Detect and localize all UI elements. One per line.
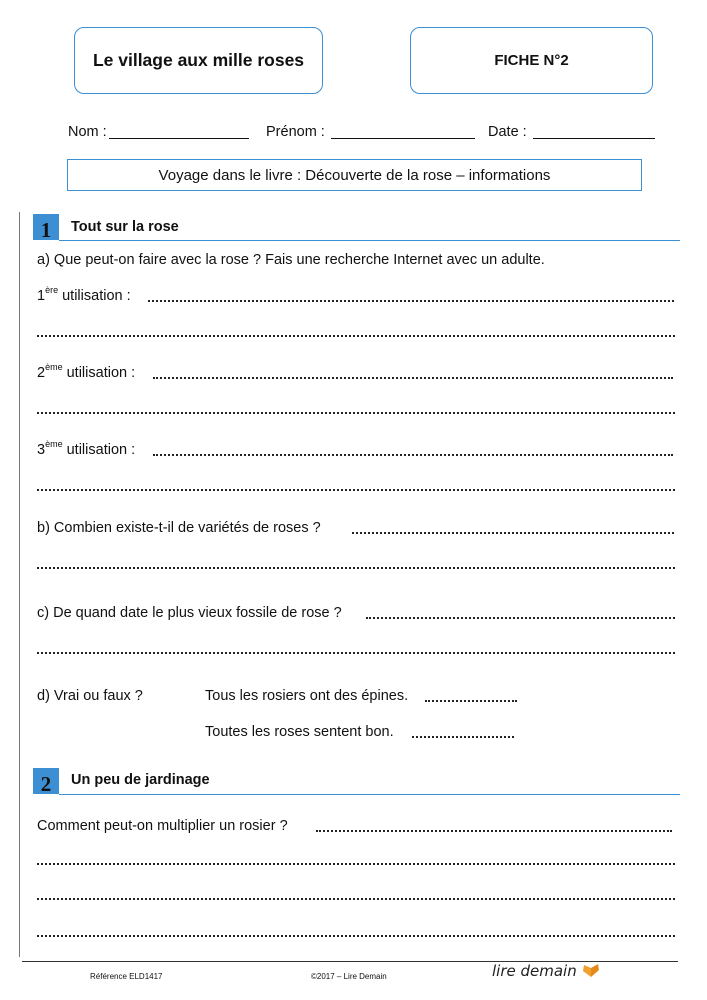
subtitle-banner: [67, 159, 642, 191]
answer-line[interactable]: [153, 454, 673, 456]
book-icon: [582, 962, 600, 978]
answer-line[interactable]: [425, 700, 517, 702]
name-label: Nom :: [68, 124, 107, 140]
answer-line[interactable]: [412, 736, 514, 738]
date-label: Date :: [488, 124, 527, 140]
firstname-blank[interactable]: [331, 125, 475, 139]
answer-line[interactable]: [148, 300, 674, 302]
left-margin-rule: [19, 212, 20, 957]
answer-line[interactable]: [37, 489, 675, 491]
sheet-number: FICHE N°2: [410, 27, 653, 94]
use-2-label: 2ème utilisation :: [37, 362, 136, 381]
answer-line[interactable]: [37, 935, 675, 937]
answer-line[interactable]: [37, 652, 675, 654]
section-2-rule: [59, 794, 680, 795]
section-2-title: Un peu de jardinage: [71, 772, 210, 788]
section-1-rule: [59, 240, 680, 241]
answer-line[interactable]: [37, 335, 675, 337]
section-1-number: 1: [33, 214, 59, 240]
firstname-label: Prénom :: [266, 124, 325, 140]
name-field[interactable]: [68, 122, 249, 142]
statement-1: Tous les rosiers ont des épines.: [205, 688, 409, 704]
date-blank[interactable]: [533, 125, 655, 139]
name-blank[interactable]: [109, 125, 249, 139]
answer-line[interactable]: [37, 567, 675, 569]
subtitle-text: Voyage dans le livre : Découverte de la rose – informations: [158, 166, 551, 184]
answer-line[interactable]: [153, 377, 673, 379]
statement-2: Toutes les roses sentent bon.: [205, 724, 394, 740]
answer-line[interactable]: [316, 830, 672, 832]
footer-reference: Référence ELD1417: [90, 972, 163, 981]
answer-line[interactable]: [37, 898, 675, 900]
worksheet-title: Le village aux mille roses: [74, 27, 323, 94]
answer-line[interactable]: [366, 617, 675, 619]
question-propagation: Comment peut-on multiplier un rosier ?: [37, 818, 288, 834]
question-d: d) Vrai ou faux ?: [37, 688, 143, 704]
firstname-field[interactable]: [266, 122, 475, 142]
answer-line[interactable]: [352, 532, 674, 534]
use-1-label: 1ère utilisation :: [37, 285, 131, 304]
brand-text: lire demain: [492, 962, 577, 980]
footer-copyright: ©2017 – Lire Demain: [311, 972, 387, 981]
answer-line[interactable]: [37, 863, 675, 865]
question-a: a) Que peut-on faire avec la rose ? Fais une recherche Internet avec un adulte.: [37, 252, 545, 268]
date-field[interactable]: [488, 122, 655, 142]
use-3-label: 3ème utilisation :: [37, 439, 136, 458]
section-2-number: 2: [33, 768, 59, 794]
section-1-title: Tout sur la rose: [71, 219, 179, 235]
answer-line[interactable]: [37, 412, 675, 414]
question-c: c) De quand date le plus vieux fossile de rose ?: [37, 605, 342, 621]
brand-logo: [492, 962, 600, 980]
question-b: b) Combien existe-t-il de variétés de roses ?: [37, 520, 321, 536]
